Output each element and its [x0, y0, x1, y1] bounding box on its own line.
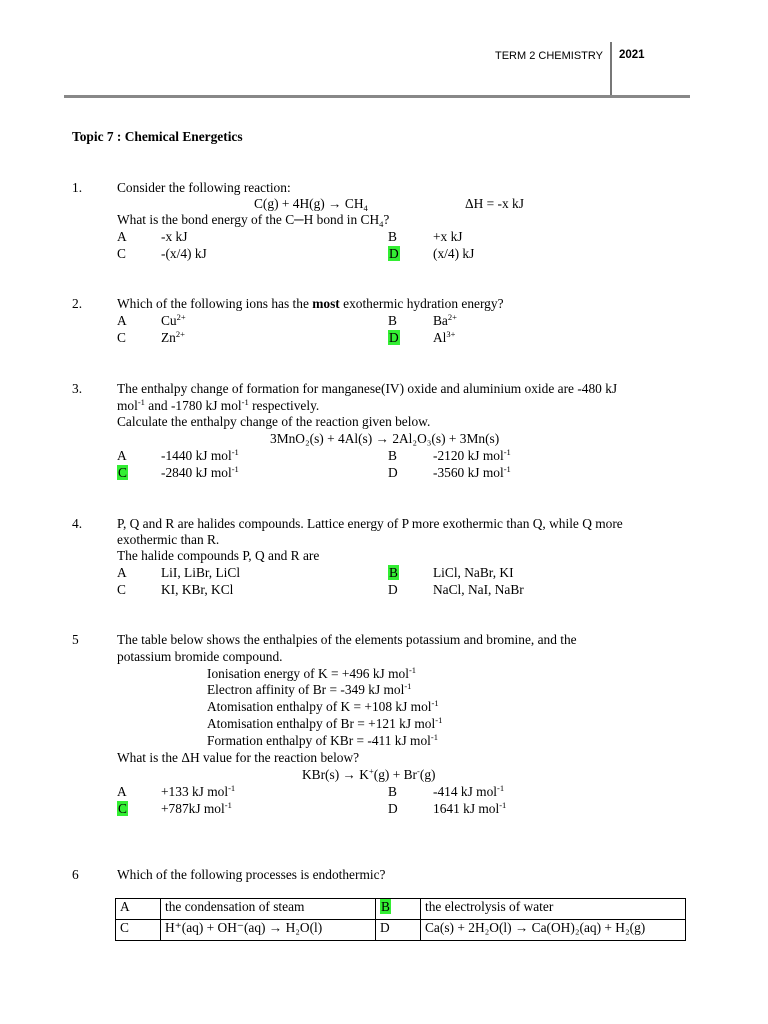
q3-option-a-letter: A — [117, 448, 127, 463]
q2-option-d-text: $Al^{3+}$ — [433, 329, 456, 345]
q5-data-formation: Formation enthalpy of KBr = -411 kJ mol$^{-1}$ — [207, 732, 438, 748]
q6-option-c-text: H⁺(aq) + OH⁻(aq) → H₂O(l) — [161, 920, 376, 941]
q5-equation: KBr(s) → K+(g) + Br-(g) — [302, 766, 436, 782]
q1-stem: Consider the following reaction: — [117, 180, 291, 195]
q3-option-c-letter — [117, 465, 128, 481]
q3-line1: The enthalpy change of formation for manganese(IV) oxide and aluminium oxide are -480 kJ — [117, 381, 618, 396]
answer-highlight: B — [389, 565, 398, 580]
q3-option-b-text: -2120 kJ mol$^{-1}$ — [433, 447, 511, 463]
q1-option-a-letter: A — [117, 229, 127, 244]
q4-option-c-letter: C — [117, 582, 126, 597]
q1-number: 1. — [72, 180, 83, 195]
q2-option-c-letter: C — [117, 330, 126, 345]
table-row — [116, 920, 686, 941]
q4-line1: P, Q and R are halides compounds. Lattice energy of P more exothermic than Q, while Q more — [117, 516, 623, 531]
header-divider — [610, 42, 612, 96]
q1-question: What is the bond energy of the C─H bond in $CH_4$? — [117, 212, 390, 229]
q2-option-c-text: $Zn^{2+}$ — [161, 329, 185, 345]
q2-option-b-text: $Ba^{2+}$ — [433, 312, 457, 328]
q1-option-d-text: (x/4) kJ — [433, 246, 475, 261]
arrow-icon: → — [328, 196, 342, 211]
q5-option-a-letter: A — [117, 784, 127, 799]
q1-option-c-text: -(x/4) kJ — [161, 246, 207, 261]
q1-option-a-text: -x kJ — [161, 229, 188, 244]
q2-option-a-text: $Cu^{2+}$ — [161, 312, 186, 328]
q4-option-d-text: NaCl, NaI, NaBr — [433, 582, 524, 597]
q6-option-b-letter — [376, 899, 421, 920]
q5-option-a-text: +133 kJ mol$^{-1}$ — [161, 783, 236, 799]
q2-option-a-letter: A — [117, 313, 127, 328]
q5-option-d-text: 1641 kJ mol$^{-1}$ — [433, 800, 507, 816]
q3-option-a-text: -1440 kJ mol$^{-1}$ — [161, 447, 239, 463]
q3-option-d-text: -3560 kJ mol$^{-1}$ — [433, 464, 511, 480]
q5-line1: The table below shows the enthalpies of the elements potassium and bromine, and the — [117, 632, 577, 647]
q5-question: What is the ΔH value for the reaction below? — [117, 750, 360, 765]
q6-option-d-letter: D — [376, 920, 421, 941]
q1-enthalpy: ΔH = -x kJ — [465, 196, 524, 211]
answer-highlight: B — [381, 899, 390, 914]
q3-option-c-text: -2840 kJ mol$^{-1}$ — [161, 464, 239, 480]
q1-option-c-letter: C — [117, 246, 126, 261]
q4-option-b-letter — [388, 565, 399, 581]
header-year: 2021 — [619, 49, 645, 61]
q5-option-c-letter — [117, 801, 128, 817]
q2-number: 2. — [72, 296, 83, 311]
q4-option-c-text: KI, KBr, KCl — [161, 582, 234, 597]
q5-option-b-text: -414 kJ mol$^{-1}$ — [433, 783, 505, 799]
q5-data-ionisation: Ionisation energy of K = +496 kJ mol$^{-1}$ — [207, 665, 417, 681]
q3-number: 3. — [72, 381, 83, 396]
q1-option-b-letter: B — [388, 229, 397, 244]
q2-option-b-letter: B — [388, 313, 397, 328]
q6-option-d-text: Ca(s) + 2H₂O(l) → Ca(OH)₂(aq) + H₂(g) — [421, 920, 686, 941]
q6-option-a-letter: A — [116, 899, 161, 920]
q6-option-a-text: the condensation of steam — [161, 899, 376, 920]
q4-option-a-letter: A — [117, 565, 127, 580]
q5-option-c-text: +787kJ mol$^{-1}$ — [161, 800, 232, 816]
q6-number: 6 — [72, 867, 79, 882]
q2-stem: Which of the following ions has the most exothermic hydration energy? — [117, 296, 504, 311]
q1-equation: $C(g) + 4H(g) \to CH_4$ — [254, 196, 368, 213]
q6-option-c-letter: C — [116, 920, 161, 941]
q6-options-table — [115, 898, 686, 941]
q5-data-electron-affinity: Electron affinity of Br = -349 kJ mol$^{-1}$ — [207, 681, 412, 697]
q5-option-b-letter: B — [388, 784, 397, 799]
answer-highlight: D — [389, 330, 399, 345]
q6-stem: Which of the following processes is endothermic? — [117, 867, 386, 882]
q3-option-d-letter: D — [388, 465, 398, 480]
q2-option-d-letter — [388, 330, 400, 346]
q5-option-d-letter: D — [388, 801, 398, 816]
q4-option-b-text: LiCl, NaBr, KI — [433, 565, 514, 580]
q4-option-a-text: LiI, LiBr, LiCl — [161, 565, 241, 580]
header-rule — [64, 95, 690, 98]
answer-highlight: D — [389, 246, 399, 261]
topic-title: Topic 7 : Chemical Energetics — [72, 129, 243, 144]
answer-highlight: C — [118, 801, 127, 816]
q3-equation: 3MnO₂(s) + 4Al(s) → 2Al₂O₃(s) + 3Mn(s) — [270, 431, 500, 446]
q3-line2: mol$^{-1}$ and -1780 kJ mol$^{-1}$ respectively. — [117, 397, 320, 413]
q1-option-b-text: +x kJ — [433, 229, 463, 244]
q3-option-b-letter: B — [388, 448, 397, 463]
q3-line3: Calculate the enthalpy change of the reaction given below. — [117, 414, 431, 429]
header-subject: TERM 2 CHEMISTRY — [495, 50, 603, 62]
q4-line2: exothermic than R. — [117, 532, 220, 547]
table-row — [116, 899, 686, 920]
q5-data-atomisation-br: Atomisation enthalpy of Br = +121 kJ mol$^{-1}$ — [207, 715, 443, 731]
q1-option-d-letter — [388, 246, 400, 262]
q4-line3: The halide compounds P, Q and R are — [117, 548, 320, 563]
q5-data-atomisation-k: Atomisation enthalpy of K = +108 kJ mol$^{-1}$ — [207, 698, 439, 714]
q4-number: 4. — [72, 516, 83, 531]
q6-option-b-text: the electrolysis of water — [421, 899, 686, 920]
answer-highlight: C — [118, 465, 127, 480]
q4-option-d-letter: D — [388, 582, 398, 597]
q5-line2: potassium bromide compound. — [117, 649, 283, 664]
q5-number: 5 — [72, 632, 79, 647]
